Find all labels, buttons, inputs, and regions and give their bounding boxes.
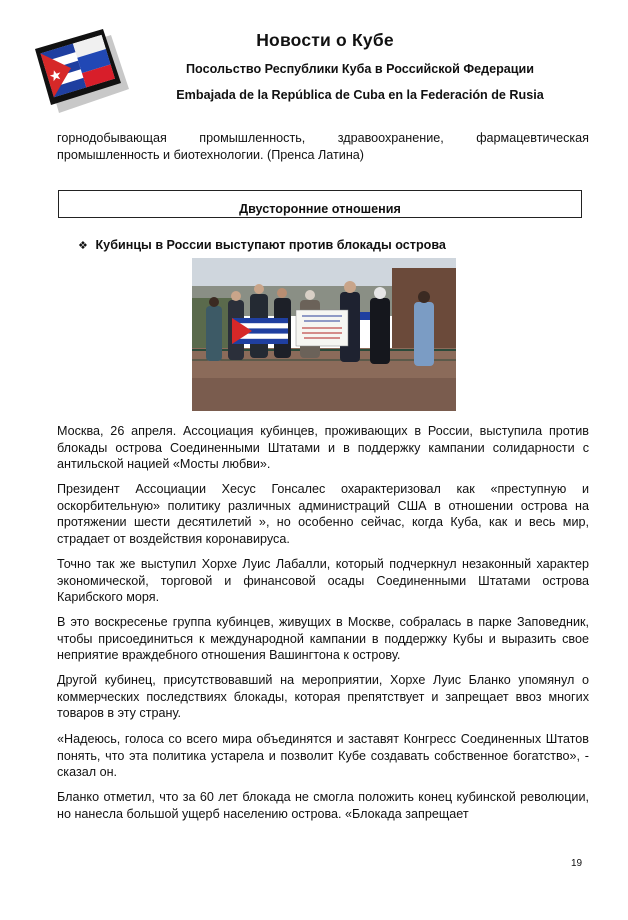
- page-title: Новости о Кубе: [256, 30, 394, 50]
- bullet-icon: ❖: [78, 240, 88, 252]
- article-paragraph: Москва, 26 апреля. Ассоциация кубинцев, проживающих в России, выступила против блокады острова Соединенными Штатами и в поддержку кампании солидарности с антильской нацией «Мосты любви».: [57, 424, 589, 471]
- article-headline: Кубинцы в России выступают против блокады острова: [95, 238, 446, 252]
- cuba-russia-flag-logo: [33, 27, 133, 115]
- article-paragraph: Другой кубинец, присутствовавший на мероприятии, Хорхе Луис Бланко упомянул о коммерческих последствиях блокады, которая препятствует и запрещает ввоз многих товаров в эту страну.: [57, 673, 589, 720]
- article-paragraph: Бланко отметил, что за 60 лет блокада не смогла положить конец кубинской революции, но нанесла большой ущерб населению острова. «Блокада запрещает: [57, 790, 589, 821]
- intro-paragraph: горнодобывающая промышленность, здравоохранение, фармацевтическая промышленность и биотехнологии. (Пренса Латина): [57, 131, 589, 162]
- embassy-name-ru: Посольство Республики Куба в Российской Федерации: [186, 62, 534, 76]
- embassy-name-es: Embajada de la República de Cuba en la Federación de Rusia: [176, 88, 544, 102]
- article-paragraph: Президент Ассоциации Хесус Гонсалес охарактеризовал как «преступную и оскорбительную» политику различных администраций США в отношении острова на протяжении шести десятилетий », но особенно сейчас, когда Куба, как и весь мир, страдает от воздействия коронавируса.: [57, 482, 589, 546]
- article-photo: [192, 258, 456, 411]
- article-headline-row: [78, 238, 446, 252]
- article-paragraph: Точно так же выступил Хорхе Луис Лабалли, который подчеркнул незаконный характер экономической, торговой и финансовой осады Соединенными Штатами острова Карибского моря.: [57, 557, 589, 604]
- section-heading: Двусторонние отношения: [239, 202, 401, 216]
- article-paragraph: «Надеюсь, голоса со всего мира объединятся и заставят Конгресс Соединенных Штатов понять, что эта политика устарела и позволит Кубе создавать собственное богатство», - сказал он.: [57, 732, 589, 779]
- page-number: 19: [571, 858, 583, 869]
- article-paragraph: В это воскресенье группа кубинцев, живущих в Москве, собралась в парке Заповедник, чтобы присоединиться к международной кампании в поддержку Кубы и выразить свое неприятие враждебного отношения Вашингтона к острову.: [57, 615, 589, 662]
- section-heading-box: [58, 190, 582, 218]
